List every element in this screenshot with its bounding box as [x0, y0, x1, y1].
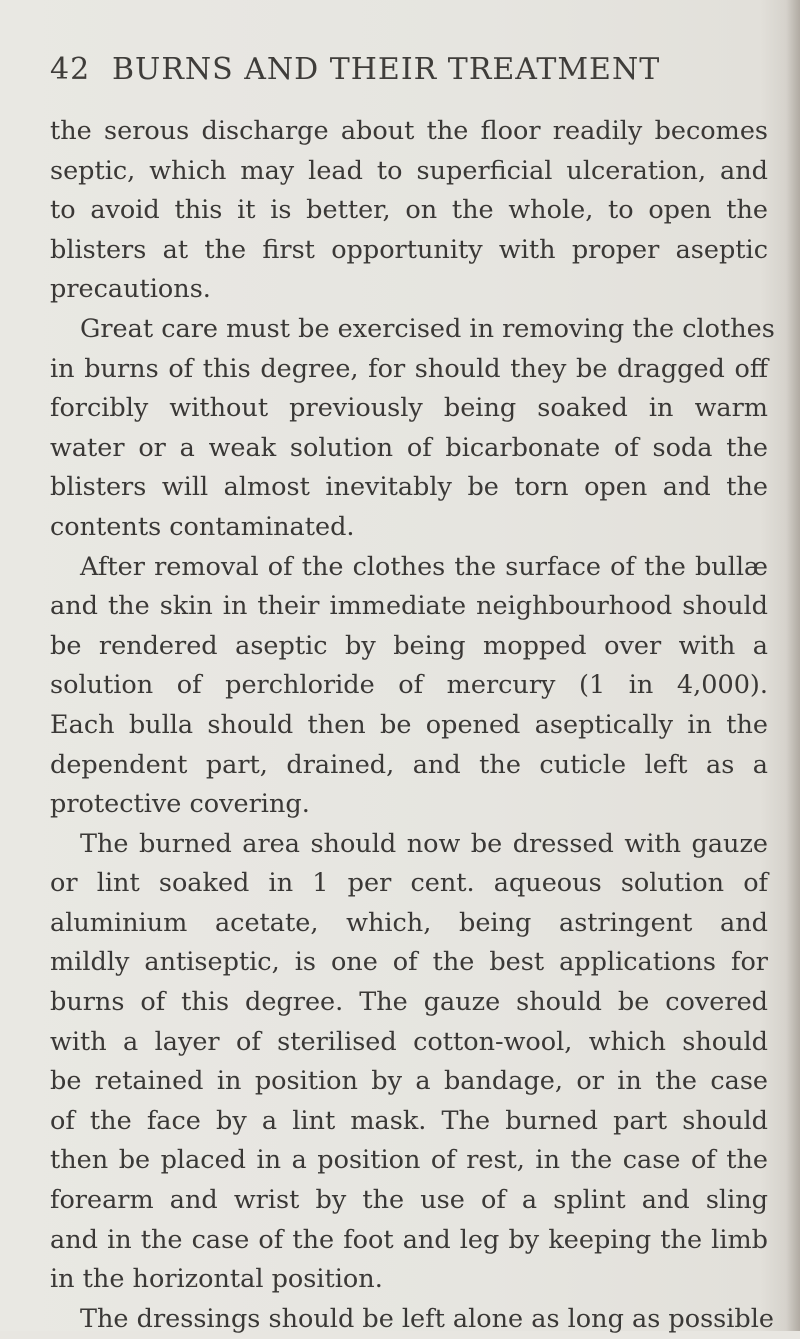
text-line: water or a weak solution of bicarbonate of soda the — [50, 432, 768, 463]
text-line: then be placed in a position of rest, in the case of the — [50, 1145, 768, 1176]
text-line: be retained in position by a bandage, or in the case — [50, 1066, 768, 1097]
paragraph-start-line: Great care must be exercised in removing the clothes — [80, 313, 775, 344]
text-line: burns of this degree. The gauze should be covered — [50, 987, 768, 1018]
paragraph-start-line: The burned area should now be dressed with gauze — [80, 828, 768, 859]
text-line: and in the case of the foot and leg by keeping the limb — [50, 1224, 768, 1255]
paragraph-start-line: The dressings should be left alone as long as possible — [80, 1303, 774, 1334]
text-line: septic, which may lead to superficial ulceration, and — [50, 155, 768, 186]
paragraph-start-line: After removal of the clothes the surface of the bullæ — [80, 551, 768, 582]
running-head — [50, 52, 770, 96]
running-title: BURNS AND THEIR TREATMENT — [112, 52, 661, 87]
body-text — [50, 112, 775, 1339]
text-line: to avoid this it is better, on the whole, to open the — [50, 195, 768, 226]
text-line: of the face by a lint mask. The burned part should — [50, 1105, 768, 1136]
text-line: dependent part, drained, and the cuticle left as a — [50, 749, 768, 780]
text-line: Each bulla should then be opened aseptically in the — [50, 709, 768, 740]
text-line: mildly antiseptic, is one of the best applications for — [50, 947, 768, 978]
text-line: blisters at the first opportunity with proper aseptic — [50, 234, 768, 265]
text-line: with a layer of sterilised cotton-wool, which should — [50, 1026, 768, 1057]
text-line: forcibly without previously being soaked in warm — [50, 393, 768, 424]
text-line: in the horizontal position. — [50, 1264, 383, 1295]
text-line: in burns of this degree, for should they be dragged off — [50, 353, 768, 384]
text-line: be rendered aseptic by being mopped over with a — [50, 630, 768, 661]
text-line: contents contaminated. — [50, 511, 355, 542]
text-line: the serous discharge about the floor readily becomes — [50, 116, 768, 146]
text-line: or lint soaked in 1 per cent. aqueous solution of — [50, 868, 768, 899]
page-edge-shadow — [786, 0, 800, 1331]
text-line: protective covering. — [50, 789, 310, 820]
text-line: forearm and wrist by the use of a splint and sling — [50, 1185, 768, 1216]
text-line: blisters will almost inevitably be torn open and the — [50, 472, 768, 503]
text-line: precautions. — [50, 274, 211, 305]
page-number: 42 — [50, 52, 91, 87]
text-line: and the skin in their immediate neighbourhood should — [50, 591, 768, 622]
text-line: aluminium acetate, which, being astringent and — [50, 907, 768, 938]
text-line: solution of perchloride of mercury (1 in 4,000). — [50, 670, 768, 701]
